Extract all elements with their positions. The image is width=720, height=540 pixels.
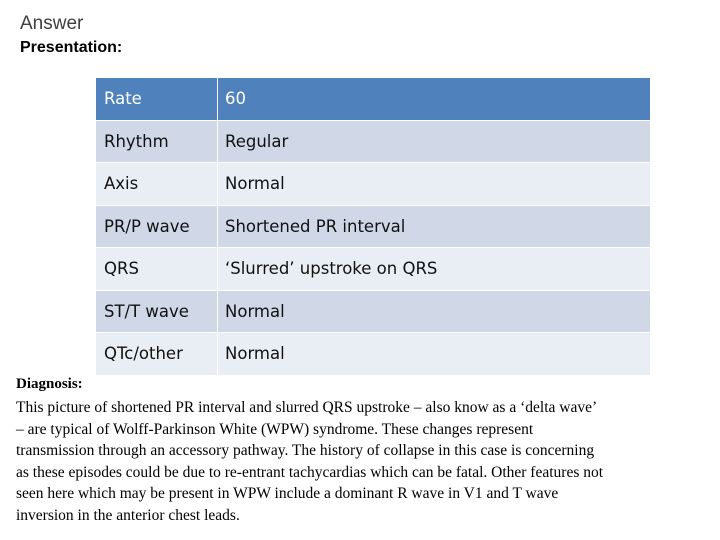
findings-table [96, 78, 650, 376]
table-row-axis [96, 163, 650, 206]
row-label: QTc/other [96, 333, 218, 376]
table-row-rate [96, 78, 650, 121]
row-label: Rhythm [96, 121, 218, 164]
row-label: Rate [96, 78, 218, 121]
row-value: Normal [218, 291, 650, 334]
row-value: 60 [218, 78, 650, 121]
table-row-qrs [96, 248, 650, 291]
row-value: Shortened PR interval [218, 206, 650, 249]
row-label: PR/P wave [96, 206, 218, 249]
row-label: ST/T wave [96, 291, 218, 334]
table-row-qtc-other [96, 333, 650, 376]
table-row-st-t-wave [96, 291, 650, 334]
table-row-pr-p-wave [96, 206, 650, 249]
row-value: Regular [218, 121, 650, 164]
row-label: QRS [96, 248, 218, 291]
diagnosis-title: Diagnosis: [16, 376, 83, 392]
page-heading: Answer [20, 13, 84, 34]
presentation-subheading: Presentation: [20, 39, 123, 56]
row-value: Normal [218, 333, 650, 376]
diagnosis-text: This picture of shortened PR interval and slurred QRS upstroke – also know as a ‘delta wave’ – are typical of Wolff-Parkinson White (WPW) syndrome. These changes represent transmission through an accessory pathway. The history of collapse in this case is concerning as these episodes could be due to re-entrant tachycardias which can be fatal. Other features not seen here which may be present in WPW include a dominant R wave in V1 and T wave inversion in the anterior chest leads. [16, 399, 604, 524]
table-row-rhythm [96, 121, 650, 164]
row-label: Axis [96, 163, 218, 206]
row-value: ‘Slurred’ upstroke on QRS [218, 248, 650, 291]
row-value: Normal [218, 163, 650, 206]
